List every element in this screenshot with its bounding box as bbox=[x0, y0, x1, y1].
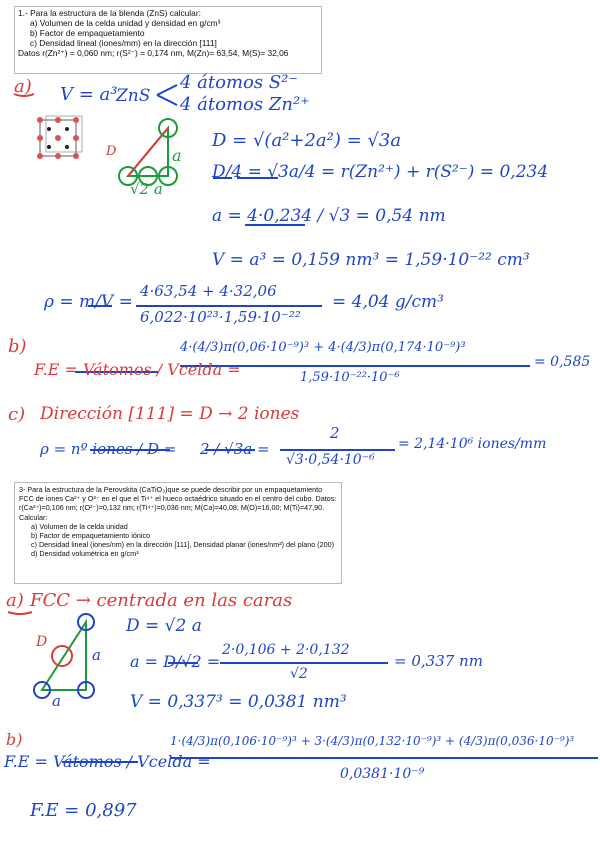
sol1-direction: Dirección [111] = D → 2 iones bbox=[40, 404, 300, 424]
sol3-a-lhs: a = D/√2 = bbox=[130, 652, 221, 671]
sol1-rho-l-numerator: 2 bbox=[330, 424, 340, 442]
problem-3-item-d: d) Densidad volumétrica en g/cm³ bbox=[31, 549, 139, 559]
problem-3-item-c: c) Densidad lineal (iones/nm) en la dirección [111], Densidad planar (iones/nm²) del plano (200) bbox=[31, 540, 334, 550]
sol1-rho-lhs: ρ = m/V = bbox=[44, 292, 133, 312]
sol3-a-numerator: 2·0,106 + 2·0,132 bbox=[222, 642, 350, 658]
sol1-fe-numerator: 4·(4/3)π(0,06·10⁻⁹)³ + 4·(4/3)π(0,174·10⁻⁹)³ bbox=[180, 340, 466, 355]
problem-1-header: 1.- Para la estructura de la blenda (ZnS) calcular: bbox=[18, 8, 201, 18]
sol1-d4-eq: D/4 = √3a/4 = r(Zn²⁺) + r(S²⁻) = 0,234 bbox=[212, 162, 549, 182]
sol1-rho-l-mid: 2 / √3a = bbox=[200, 440, 270, 458]
sol3-a-result: = 0,337 nm bbox=[394, 652, 483, 670]
problem-3-item-a: a) Volumen de la celda unidad bbox=[31, 521, 128, 531]
sol1-triangle-d: D bbox=[106, 144, 117, 159]
problem-1-item-a: a) Volumen de la celda unidad y densidad en g/cm³ bbox=[30, 18, 221, 28]
sol1-label-a: a) bbox=[14, 76, 32, 97]
sol1-atoms-zn: 4 átomos Zn²⁺ bbox=[180, 94, 310, 115]
sol1-rho-result: = 4,04 g/cm³ bbox=[332, 292, 444, 312]
sol3-fe-result: F.E = 0,897 bbox=[30, 800, 137, 821]
sol1-rho-l-result: = 2,14·10⁶ iones/mm bbox=[398, 436, 547, 452]
sol1-fe-lhs: F.E = Vátomos / Vcelda = bbox=[34, 360, 241, 379]
sol3-a-denominator: √2 bbox=[290, 666, 308, 682]
sol3-fe-denominator: 0,0381·10⁻⁹ bbox=[340, 766, 425, 782]
sol3-fe-lhs: F.E = Vátomos / Vcelda = bbox=[4, 752, 211, 771]
sol1-d-eq: D = √(a²+2a²) = √3a bbox=[212, 130, 402, 151]
sol1-rho-l-denominator: √3·0,54·10⁻⁶ bbox=[286, 452, 375, 468]
zns-unit-cell-icon bbox=[34, 112, 86, 164]
sol3-fe-numerator: 1·(4/3)π(0,106·10⁻⁹)³ + 3·(4/3)π(0,132·10⁻⁹)³ + (4/3)π(0,036·10⁻⁹)³ bbox=[170, 734, 575, 748]
sol1-v-result: V = a³ = 0,159 nm³ = 1,59·10⁻²² cm³ bbox=[212, 250, 530, 270]
sol1-rho-l-lhs: ρ = nº iones / D = bbox=[40, 440, 177, 458]
problem-1-datos: Datos r(Zn²⁺) = 0,060 nm; r(S²⁻) = 0,174 nm, M(Zn)= 63,54, M(S)= 32,06 bbox=[18, 48, 289, 58]
sol3-fcc: FCC → centrada en las caras bbox=[30, 590, 293, 611]
sol1-triangle-r2a: √2 a bbox=[130, 180, 163, 198]
sol1-rho-denominator: 6,022·10²³·1,59·10⁻²² bbox=[140, 308, 301, 326]
problem-3-header: 3- Para la estructura de la Perovskita (CaTiO₃)que se puede describir por un empaquetamiento FCC de iones Ca²⁺ y O²⁻ en el que el Ti⁴⁺ el hueco octaédrico situado en el centro del cubo. Datos: r(Ca²⁺)=0,106 nm; r(O²⁻)=0,132 nm; r(Ti⁴⁺)=0,036 nm; M(Ca)=40,08; M(O)=16,00; M(Ti)=47,90. Calcular: bbox=[19, 485, 337, 522]
problem-1-item-c: c) Densidad lineal (iones/mm) en la dirección [111] bbox=[30, 38, 217, 48]
sol1-zns: ZnS bbox=[116, 86, 151, 106]
sol1-rho-numerator: 4·63,54 + 4·32,06 bbox=[140, 282, 277, 300]
sol1-volume-eq: V = a³ bbox=[60, 84, 118, 105]
sol3-v-result: V = 0,337³ = 0,0381 nm³ bbox=[130, 692, 347, 712]
sol3-triangle-d: D bbox=[36, 634, 48, 650]
sol1-fe-result: = 0,585 bbox=[534, 354, 591, 370]
sol3-label-b: b) bbox=[6, 730, 23, 749]
sol3-triangle-a2: a bbox=[52, 692, 61, 710]
sol3-d-eq: D = √2 a bbox=[126, 616, 202, 636]
sol3-triangle-a1: a bbox=[92, 646, 101, 664]
sol1-triangle-a: a bbox=[172, 146, 182, 165]
problem-1-item-b: b) Factor de empaquetamiento bbox=[30, 28, 145, 38]
sol3-label-a: a) bbox=[6, 590, 24, 611]
sol1-a-eq: a = 4·0,234 / √3 = 0,54 nm bbox=[212, 206, 446, 226]
sol1-atoms-s: 4 átomos S²⁻ bbox=[180, 72, 298, 93]
problem-3-item-b: b) Factor de empaquetamiento iónico bbox=[31, 531, 151, 541]
sol1-fe-denominator: 1,59·10⁻²²·10⁻⁶ bbox=[300, 370, 400, 385]
sol1-label-b: b) bbox=[8, 336, 27, 357]
sol1-label-c: c) bbox=[8, 404, 26, 425]
